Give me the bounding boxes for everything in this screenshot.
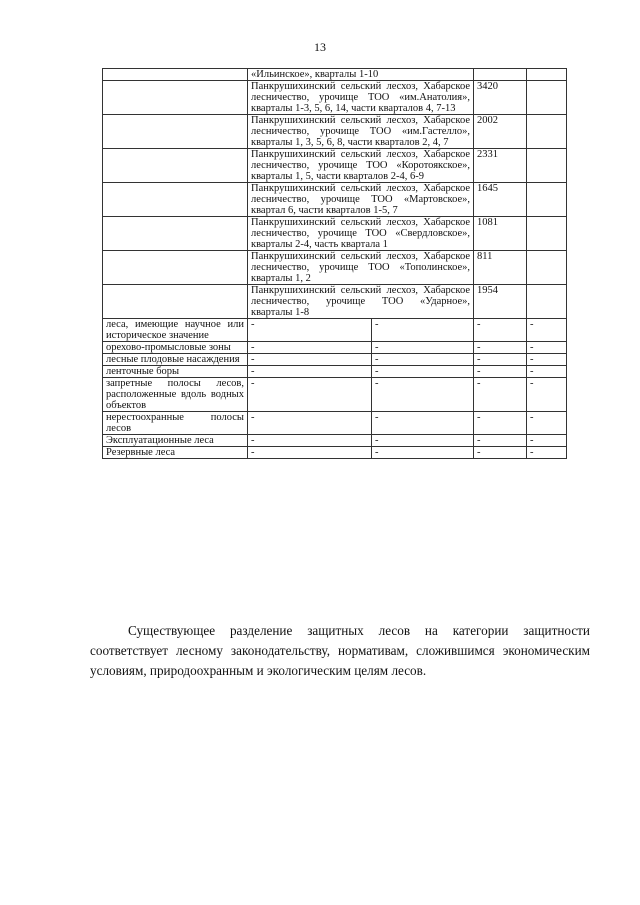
area-cell: 811	[474, 251, 527, 285]
value-cell	[527, 149, 567, 183]
category-cell	[103, 69, 248, 81]
description-cell: Панкрушихинский сельский лесхоз, Хабарское лесничество, урочище ТОО «им.Гастелло», кварталы 1, 3, 5, 6, 8, части кварталов 2, 4, 7	[248, 115, 474, 149]
value-cell: -	[474, 366, 527, 378]
category-cell: Резервные леса	[103, 447, 248, 459]
category-cell	[103, 149, 248, 183]
table-row	[103, 354, 567, 366]
value-cell: -	[474, 447, 527, 459]
table-row	[103, 81, 567, 115]
description-cell: -	[248, 319, 372, 342]
value-cell: -	[474, 412, 527, 435]
description-cell: Панкрушихинский сельский лесхоз, Хабарское лесничество, урочище ТОО «Коротоякское», кварталы 1, 5, части кварталов 2-4, 6-9	[248, 149, 474, 183]
category-cell: ленточные боры	[103, 366, 248, 378]
table-row	[103, 285, 567, 319]
table-row	[103, 366, 567, 378]
description-cell: «Ильинское», кварталы 1-10	[248, 69, 474, 81]
description-cell: Панкрушихинский сельский лесхоз, Хабарское лесничество, урочище ТОО «Тополинское», кварталы 1, 2	[248, 251, 474, 285]
value-cell	[527, 69, 567, 81]
description-cell: -	[248, 366, 372, 378]
value-cell: -	[372, 447, 474, 459]
value-cell: -	[474, 319, 527, 342]
category-cell	[103, 115, 248, 149]
page-number: 13	[314, 40, 326, 54]
category-cell: орехово-промысловые зоны	[103, 342, 248, 354]
description-cell: -	[248, 412, 372, 435]
value-cell: -	[527, 447, 567, 459]
value-cell: -	[527, 342, 567, 354]
table-row	[103, 378, 567, 412]
value-cell: -	[527, 319, 567, 342]
description-cell: -	[248, 447, 372, 459]
table-row	[103, 412, 567, 435]
value-cell: -	[372, 319, 474, 342]
category-cell	[103, 251, 248, 285]
description-cell: Панкрушихинский сельский лесхоз, Хабарское лесничество, урочище ТОО «Свердловское», кварталы 2-4, часть квартала 1	[248, 217, 474, 251]
value-cell	[527, 81, 567, 115]
description-cell: -	[248, 435, 372, 447]
value-cell: -	[527, 366, 567, 378]
description-cell: Панкрушихинский сельский лесхоз, Хабарское лесничество, урочище ТОО «им.Анатолия», кварталы 1-3, 5, 6, 14, части кварталов 4, 7-13	[248, 81, 474, 115]
table-row	[103, 319, 567, 342]
area-cell: 1645	[474, 183, 527, 217]
table-row	[103, 435, 567, 447]
area-cell: 1954	[474, 285, 527, 319]
value-cell: -	[527, 378, 567, 412]
table-row	[103, 69, 567, 81]
table-row	[103, 149, 567, 183]
value-cell: -	[474, 378, 527, 412]
category-cell	[103, 285, 248, 319]
value-cell	[527, 183, 567, 217]
category-cell	[103, 217, 248, 251]
value-cell: -	[372, 354, 474, 366]
value-cell: -	[474, 435, 527, 447]
area-cell: 3420	[474, 81, 527, 115]
value-cell: -	[372, 412, 474, 435]
forest-table	[102, 68, 567, 459]
category-cell: Эксплуатационные леса	[103, 435, 248, 447]
value-cell: -	[474, 342, 527, 354]
description-cell: -	[248, 378, 372, 412]
description-cell: Панкрушихинский сельский лесхоз, Хабарское лесничество, урочище ТОО «Мартовское», квартал 6, части кварталов 1-5, 7	[248, 183, 474, 217]
value-cell	[527, 115, 567, 149]
value-cell: -	[527, 435, 567, 447]
table-row	[103, 447, 567, 459]
value-cell: -	[372, 342, 474, 354]
value-cell: -	[527, 412, 567, 435]
value-cell: -	[372, 378, 474, 412]
category-cell: запретные полосы лесов, расположенные вдоль водных объектов	[103, 378, 248, 412]
description-cell: -	[248, 342, 372, 354]
table-row	[103, 217, 567, 251]
category-cell: нерестоохранные полосы лесов	[103, 412, 248, 435]
conclusion-paragraph: Существующее разделение защитных лесов на категории защитности соответствует лесному законодательству, нормативам, сложившимся экономическим условиям, природоохранным и экологическим целям лесов.	[90, 623, 590, 678]
category-cell: лесные плодовые насаждения	[103, 354, 248, 366]
category-cell	[103, 81, 248, 115]
description-cell: Панкрушихинский сельский лесхоз, Хабарское лесничество, урочище ТОО «Ударное», кварталы 1-8	[248, 285, 474, 319]
table-row	[103, 251, 567, 285]
description-cell: -	[248, 354, 372, 366]
area-cell	[474, 69, 527, 81]
area-cell: 2002	[474, 115, 527, 149]
value-cell: -	[372, 366, 474, 378]
area-cell: 2331	[474, 149, 527, 183]
value-cell: -	[527, 354, 567, 366]
area-cell: 1081	[474, 217, 527, 251]
category-cell	[103, 183, 248, 217]
value-cell	[527, 217, 567, 251]
value-cell: -	[474, 354, 527, 366]
value-cell: -	[372, 435, 474, 447]
table-row	[103, 115, 567, 149]
table-row	[103, 342, 567, 354]
value-cell	[527, 251, 567, 285]
table-row	[103, 183, 567, 217]
category-cell: леса, имеющие научное или историческое значение	[103, 319, 248, 342]
value-cell	[527, 285, 567, 319]
